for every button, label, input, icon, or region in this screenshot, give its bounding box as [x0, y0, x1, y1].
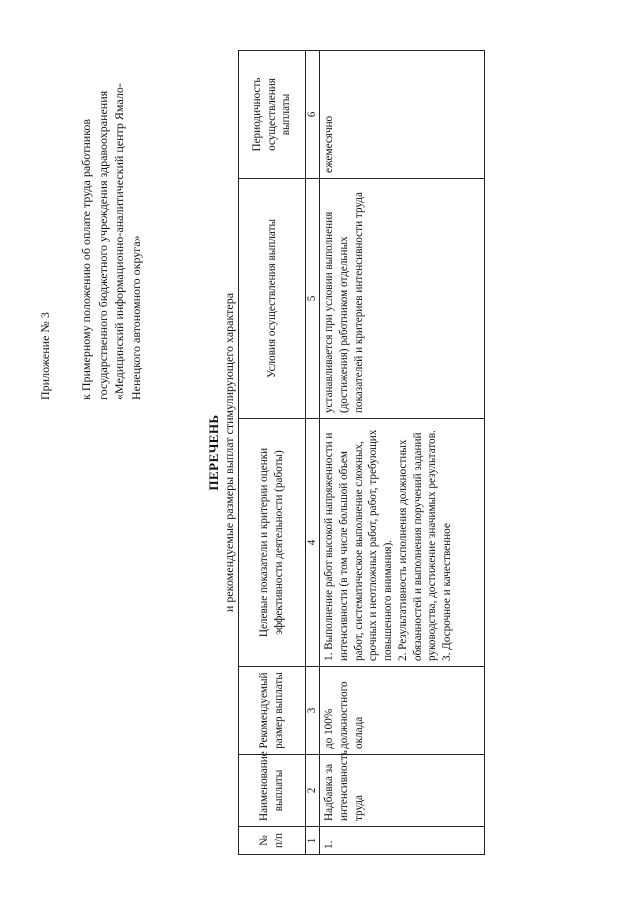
document-subtitle: и рекомендуемые размеры выплат стимулирующего характера — [222, 292, 236, 613]
table-row — [320, 51, 485, 855]
column-number: 5 — [306, 179, 320, 419]
payments-table — [238, 50, 485, 855]
payment-conditions: устанавливается при условии выполнения (достижения) работником отдельных показателей и критериев интенсивности труда — [320, 179, 485, 419]
row-number: 1. — [320, 827, 485, 855]
column-number: 4 — [306, 419, 320, 667]
payment-periodicity: ежемесячно — [320, 51, 485, 179]
document-title: ПЕРЕЧЕНЬ — [206, 414, 221, 491]
criteria-item: 2. Результативность исполнения должностных обязанностей и выполнения поручений заданий руководства, достижение значимых результатов. — [396, 430, 439, 661]
header-cell-conditions: Условия осуществления выплаты — [239, 179, 306, 419]
column-number-row — [306, 51, 320, 855]
criteria-item: 3. Досрочное и качественное — [441, 523, 454, 661]
payment-name: Надбавка за интенсивность труда — [320, 755, 485, 827]
column-number: 3 — [306, 667, 320, 755]
header-cell-number: № п/п — [239, 827, 306, 855]
payment-size: до 100% должностного оклада — [320, 667, 485, 755]
column-number: 1 — [306, 827, 320, 855]
header-cell-periodicity: Периодичность осуществления выплаты — [239, 51, 306, 179]
header-cell-criteria: Целевые показатели и критерии оценки эффективности деятельности (работы) — [239, 419, 306, 667]
criteria-cell — [320, 419, 485, 667]
column-number: 6 — [306, 51, 320, 179]
column-number: 2 — [306, 755, 320, 827]
header-cell-name: Наименование выплаты — [239, 755, 306, 827]
table-header-row — [239, 51, 306, 855]
appendix-basis: к Примерному положению об оплате труда работников государственного бюджетного учреждения здравоохранения «Медицинский информационно-аналитический центр Ямало-Ненецкого автономного округа» — [79, 83, 143, 400]
criteria-item: 1. Выполнение работ высокой напряженности и интенсивности (в том числе большой объем работ, систематическое выполнение сложных, срочных и неотложных работ, работ, требующих повышенного внимания). — [323, 429, 395, 661]
appendix-label: Приложение № 3 — [38, 312, 52, 400]
header-cell-size: Рекомендуемый размер выплаты — [239, 667, 306, 755]
